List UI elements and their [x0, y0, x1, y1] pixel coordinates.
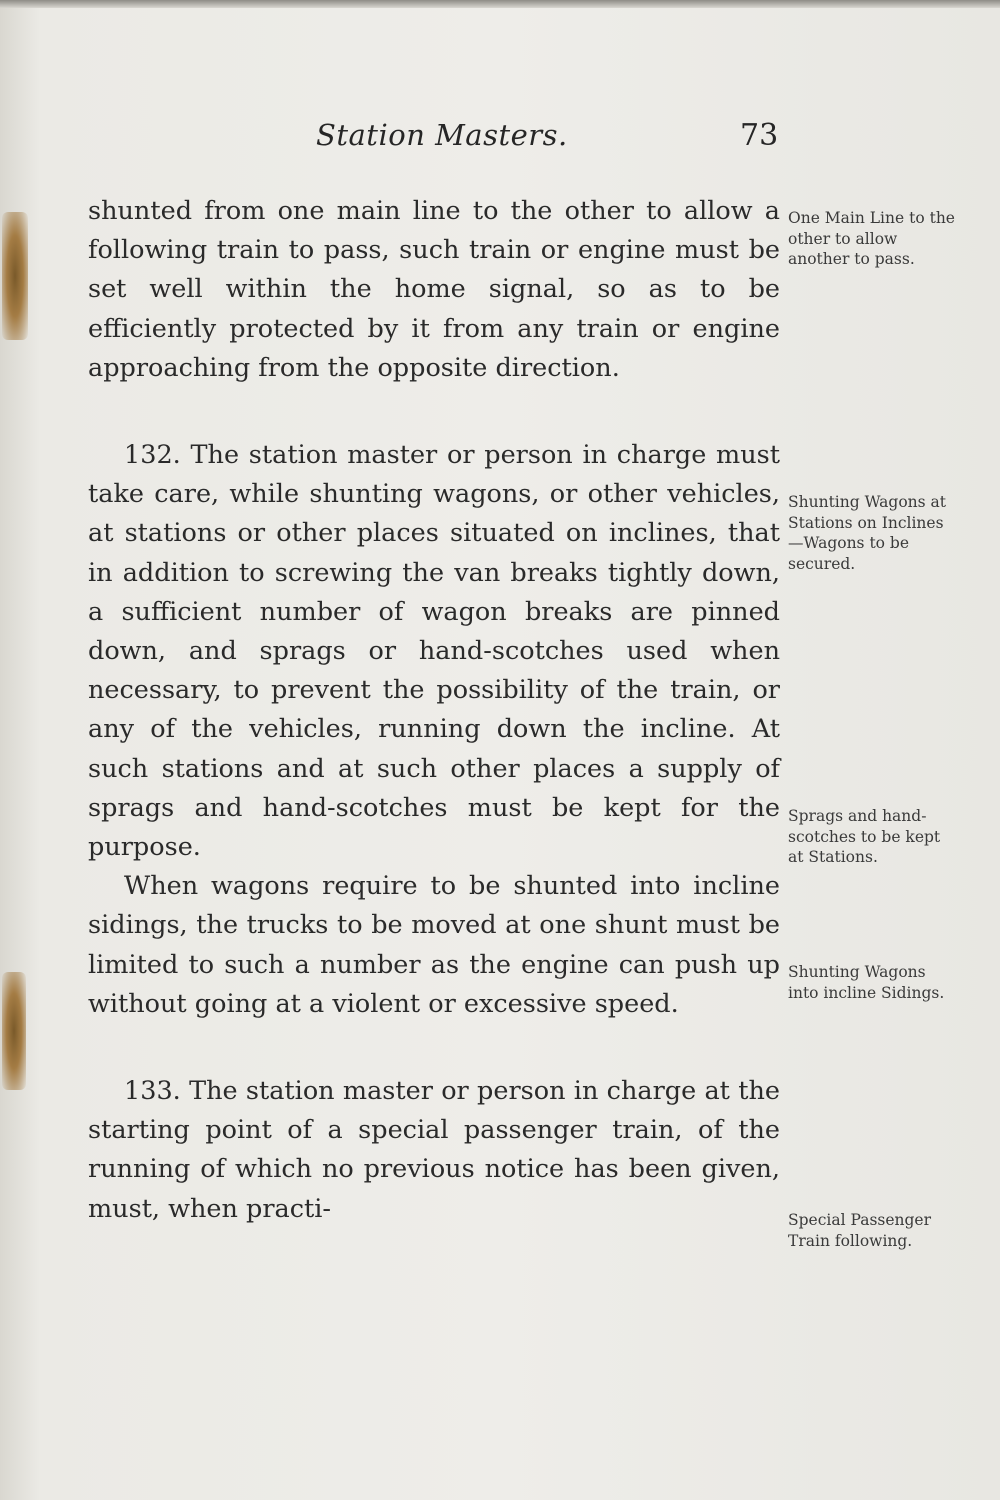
margin-note-main-line: One Main Line to the other to allow another to pass.: [788, 209, 955, 268]
binding-stain-lower: [2, 972, 26, 1090]
binding-stain-upper: [2, 212, 28, 340]
paragraph-133: 133. The station master or person in charge at the starting point of a special passenger train, of the running of which no previous notice has been given, must, when practi-: [88, 1076, 780, 1224]
page-top-edge: [0, 0, 1000, 8]
margin-note-incline-sidings: Shunting Wagons into incline Sidings.: [788, 963, 945, 1002]
margin-note-sprags: Sprags and hand-scotches to be kept at Stations.: [788, 807, 941, 866]
body-text: [88, 192, 780, 1229]
margin-note-special-passenger: Special Passenger Train following.: [788, 1211, 932, 1250]
paragraph-incline-sidings: When wagons require to be shunted into incline sidings, the trucks to be moved at one shunt must be limited to such a number as the engine can push up without going at a violent or excessive speed.: [88, 871, 780, 1019]
running-title: Station Masters.: [316, 118, 568, 152]
paragraph-continuation: shunted from one main line to the other to allow a following train to pass, such train or engine must be set well within the home signal, so as to be efficiently protected by it from any train or engine approaching from the opposite direction.: [88, 196, 780, 383]
margin-note-shunting-inclines: Shunting Wagons at Stations on Inclines—Wagons to be secured.: [788, 493, 946, 573]
page-number: 73: [740, 118, 779, 153]
page-header: [0, 118, 1000, 162]
paragraph-132: 132. The station master or person in charge must take care, while shunting wagons, or other vehicles, at stations or other places situated on inclines, that in addition to screwing the van breaks tightly down, a sufficient number of wagon breaks are pinned down, and sprags or hand-scotches used when necessary, to prevent the possibility of the train, or any of the vehicles, running down the incline. At such stations and at such other places a supply of sprags and hand-scotches must be kept for the purpose.: [88, 440, 780, 863]
